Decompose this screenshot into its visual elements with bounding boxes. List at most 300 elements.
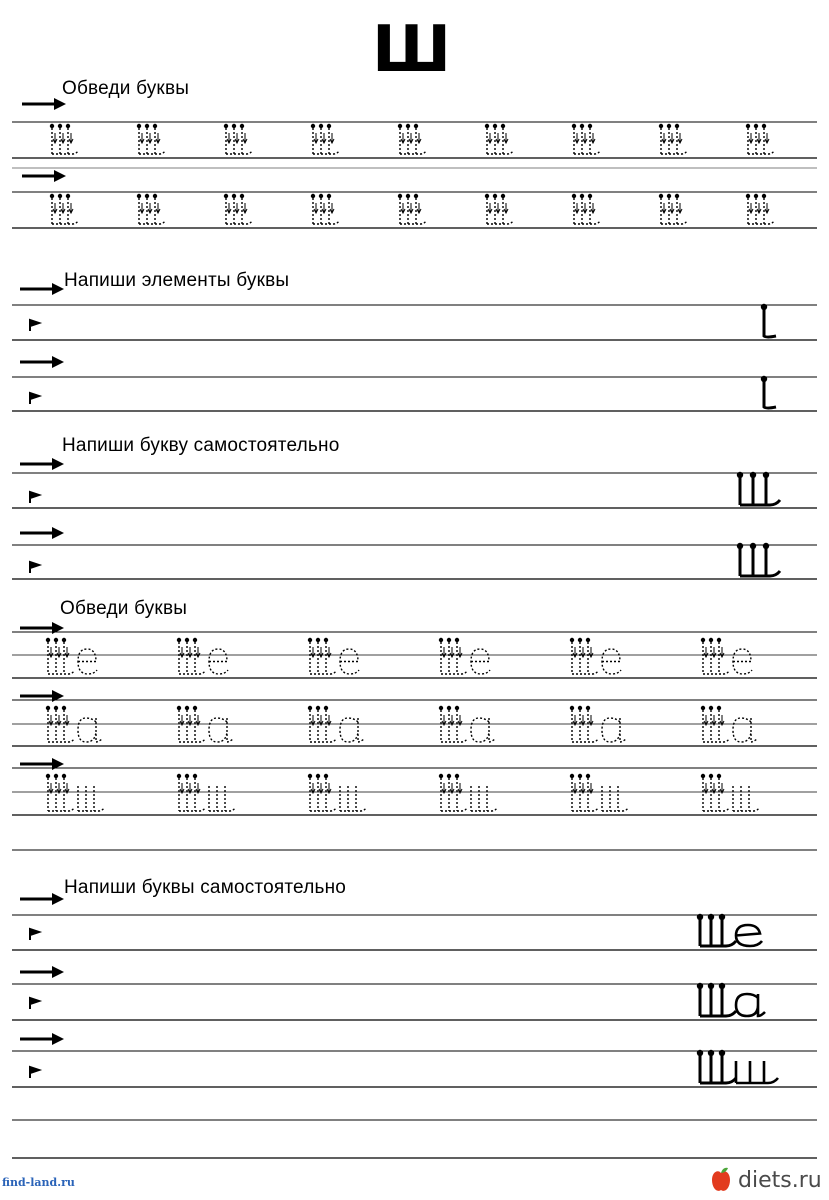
start-dot-icon: [46, 638, 50, 642]
direction-arrow-icon: [712, 715, 716, 725]
arrow-head-icon: [52, 356, 64, 368]
start-dot-icon: [708, 1050, 714, 1056]
start-dot-icon: [308, 706, 312, 710]
direction-arrow-icon: [314, 203, 318, 213]
start-dot-icon: [316, 774, 320, 778]
start-dot-icon: [439, 706, 443, 710]
arrow-head-icon: [52, 1033, 64, 1045]
watermark-right: [708, 1166, 822, 1194]
start-dot-icon: [240, 124, 244, 128]
start-dot-icon: [708, 914, 714, 920]
dotted-letter-vowel: [733, 649, 752, 674]
direction-arrow-icon: [581, 647, 585, 657]
start-flag-icon: [30, 998, 39, 1009]
sample-element-stroke: [764, 309, 776, 337]
apple-logo-icon: [708, 1166, 734, 1194]
start-dot-icon: [763, 543, 769, 549]
start-dot-icon: [586, 774, 590, 778]
start-dot-icon: [667, 124, 671, 128]
start-dot-icon: [54, 706, 58, 710]
direction-arrow-icon: [69, 133, 73, 143]
sample-letter-sh: [700, 1055, 736, 1083]
dotted-letter-vowel: [78, 718, 102, 742]
dotted-letter-vowel: [471, 786, 497, 811]
start-dot-icon: [50, 194, 54, 198]
start-dot-icon: [327, 124, 331, 128]
direction-arrow-icon: [401, 203, 405, 213]
start-dot-icon: [493, 194, 497, 198]
direction-arrow-icon: [156, 203, 160, 213]
start-dot-icon: [66, 124, 70, 128]
start-dot-icon: [439, 638, 443, 642]
start-flag-icon: [30, 1067, 39, 1078]
start-dot-icon: [761, 304, 767, 310]
dotted-letter-sh: [179, 778, 205, 811]
direction-arrow-icon: [188, 647, 192, 657]
start-dot-icon: [762, 194, 766, 198]
direction-arrow-icon: [575, 133, 579, 143]
direction-arrow-icon: [314, 133, 318, 143]
start-dot-icon: [659, 194, 663, 198]
dotted-letter-sh: [48, 710, 74, 742]
start-dot-icon: [406, 124, 410, 128]
start-dot-icon: [58, 124, 62, 128]
dotted-letter-sh: [441, 642, 467, 674]
dotted-letter-sh: [310, 642, 336, 674]
direction-arrow-icon: [765, 203, 769, 213]
direction-arrow-icon: [504, 133, 508, 143]
dotted-letter-vowel: [209, 649, 228, 674]
direction-arrow-icon: [458, 783, 462, 793]
start-dot-icon: [308, 638, 312, 642]
arrow-head-icon: [52, 458, 64, 470]
direction-arrow-icon: [330, 133, 334, 143]
start-dot-icon: [750, 543, 756, 549]
direction-arrow-icon: [49, 647, 53, 657]
start-dot-icon: [570, 706, 574, 710]
start-dot-icon: [719, 1050, 725, 1056]
start-dot-icon: [311, 194, 315, 198]
dotted-letter-sh: [179, 710, 205, 742]
start-dot-icon: [580, 124, 584, 128]
direction-arrow-icon: [188, 783, 192, 793]
start-dot-icon: [763, 472, 769, 478]
dotted-letter-vowel: [602, 718, 626, 742]
arrow-head-icon: [54, 170, 66, 182]
start-dot-icon: [185, 706, 189, 710]
direction-arrow-icon: [57, 715, 61, 725]
direction-arrow-icon: [720, 783, 724, 793]
start-dot-icon: [586, 706, 590, 710]
start-dot-icon: [709, 638, 713, 642]
start-dot-icon: [485, 194, 489, 198]
start-dot-icon: [319, 194, 323, 198]
direction-arrow-icon: [678, 203, 682, 213]
dotted-letter-sh: [48, 642, 74, 674]
start-dot-icon: [586, 638, 590, 642]
direction-arrow-icon: [589, 715, 593, 725]
direction-arrow-icon: [227, 133, 231, 143]
direction-arrow-icon: [417, 203, 421, 213]
direction-arrow-icon: [319, 647, 323, 657]
direction-arrow-icon: [765, 133, 769, 143]
dotted-letter-vowel: [602, 649, 621, 674]
start-dot-icon: [54, 638, 58, 642]
direction-arrow-icon: [196, 783, 200, 793]
direction-arrow-icon: [450, 647, 454, 657]
dotted-letter-vowel: [733, 786, 759, 811]
start-dot-icon: [319, 124, 323, 128]
start-dot-icon: [240, 194, 244, 198]
start-dot-icon: [717, 706, 721, 710]
direction-arrow-icon: [450, 783, 454, 793]
direction-arrow-icon: [581, 783, 585, 793]
start-dot-icon: [398, 124, 402, 128]
direction-arrow-icon: [401, 133, 405, 143]
start-dot-icon: [737, 543, 743, 549]
start-dot-icon: [145, 124, 149, 128]
direction-arrow-icon: [583, 133, 587, 143]
direction-arrow-icon: [180, 783, 184, 793]
start-flag-icon: [30, 562, 39, 573]
direction-arrow-icon: [311, 647, 315, 657]
start-dot-icon: [580, 194, 584, 198]
direction-arrow-icon: [322, 133, 326, 143]
dotted-letter-vowel: [340, 718, 364, 742]
direction-arrow-icon: [712, 783, 716, 793]
direction-arrow-icon: [662, 203, 666, 213]
start-dot-icon: [447, 706, 451, 710]
direction-arrow-icon: [458, 715, 462, 725]
start-dot-icon: [62, 774, 66, 778]
dotted-letter-sh: [310, 778, 336, 811]
direction-arrow-icon: [670, 203, 674, 213]
direction-arrow-icon: [757, 203, 761, 213]
start-dot-icon: [709, 774, 713, 778]
start-dot-icon: [224, 124, 228, 128]
start-dot-icon: [316, 706, 320, 710]
section-label-write-letter: Напиши букву самостоятельно: [62, 435, 340, 456]
direction-arrow-icon: [69, 203, 73, 213]
direction-arrow-icon: [591, 203, 595, 213]
section-label-write-syllables: Напиши буквы самостоятельно: [64, 877, 347, 898]
direction-arrow-icon: [180, 647, 184, 657]
start-dot-icon: [324, 774, 328, 778]
direction-arrow-icon: [49, 715, 53, 725]
direction-arrow-icon: [148, 203, 152, 213]
dotted-letter-vowel: [340, 786, 366, 811]
direction-arrow-icon: [704, 647, 708, 657]
direction-arrow-icon: [442, 647, 446, 657]
start-dot-icon: [588, 124, 592, 128]
start-dot-icon: [58, 194, 62, 198]
direction-arrow-icon: [442, 715, 446, 725]
direction-arrow-icon: [442, 783, 446, 793]
direction-arrow-icon: [156, 133, 160, 143]
start-dot-icon: [762, 124, 766, 128]
direction-arrow-icon: [450, 715, 454, 725]
dotted-letter-vowel: [209, 786, 235, 811]
watermark-right-text: diets.ru: [738, 1167, 822, 1193]
watermark-left: find-land.ru: [2, 1176, 75, 1189]
direction-arrow-icon: [573, 783, 577, 793]
start-dot-icon: [754, 194, 758, 198]
start-dot-icon: [153, 124, 157, 128]
start-dot-icon: [62, 638, 66, 642]
start-dot-icon: [455, 706, 459, 710]
direction-arrow-icon: [496, 203, 500, 213]
start-dot-icon: [697, 983, 703, 989]
dotted-letter-vowel: [78, 786, 104, 811]
direction-arrow-icon: [662, 133, 666, 143]
dotted-letter-sh: [441, 778, 467, 811]
direction-arrow-icon: [712, 647, 716, 657]
start-dot-icon: [737, 472, 743, 478]
direction-arrow-icon: [409, 203, 413, 213]
start-flag-icon: [30, 393, 39, 404]
start-dot-icon: [667, 194, 671, 198]
direction-arrow-icon: [417, 133, 421, 143]
direction-arrow-icon: [720, 647, 724, 657]
direction-arrow-icon: [57, 647, 61, 657]
start-dot-icon: [316, 638, 320, 642]
direction-arrow-icon: [311, 783, 315, 793]
start-dot-icon: [570, 774, 574, 778]
dotted-letter-sh: [703, 710, 729, 742]
direction-arrow-icon: [65, 715, 69, 725]
direction-arrow-icon: [589, 647, 593, 657]
start-dot-icon: [578, 774, 582, 778]
direction-arrow-icon: [573, 647, 577, 657]
direction-arrow-icon: [243, 203, 247, 213]
start-flag-icon: [30, 492, 39, 503]
sample-letter-sh: [740, 477, 780, 505]
start-dot-icon: [414, 194, 418, 198]
dotted-letter-sh: [48, 778, 74, 811]
direction-arrow-icon: [61, 203, 65, 213]
dotted-letter-sh: [179, 642, 205, 674]
start-dot-icon: [185, 638, 189, 642]
direction-arrow-icon: [140, 133, 144, 143]
start-dot-icon: [501, 124, 505, 128]
direction-arrow-icon: [678, 133, 682, 143]
start-dot-icon: [578, 638, 582, 642]
direction-arrow-icon: [591, 133, 595, 143]
direction-arrow-icon: [65, 647, 69, 657]
dotted-letter-vowel: [209, 718, 233, 742]
direction-arrow-icon: [488, 203, 492, 213]
direction-arrow-icon: [496, 133, 500, 143]
start-dot-icon: [66, 194, 70, 198]
direction-arrow-icon: [670, 133, 674, 143]
dotted-letter-vowel: [602, 786, 628, 811]
start-dot-icon: [485, 124, 489, 128]
direction-arrow-icon: [243, 133, 247, 143]
sample-element-stroke: [764, 381, 776, 408]
direction-arrow-icon: [61, 133, 65, 143]
start-dot-icon: [185, 774, 189, 778]
direction-arrow-icon: [196, 715, 200, 725]
start-dot-icon: [501, 194, 505, 198]
start-flag-icon: [30, 929, 39, 940]
start-dot-icon: [232, 124, 236, 128]
start-dot-icon: [308, 774, 312, 778]
start-dot-icon: [46, 706, 50, 710]
direction-arrow-icon: [180, 715, 184, 725]
direction-arrow-icon: [196, 647, 200, 657]
start-dot-icon: [193, 638, 197, 642]
sample-letter-sh: [700, 919, 736, 946]
start-dot-icon: [761, 376, 767, 382]
start-dot-icon: [493, 124, 497, 128]
start-dot-icon: [232, 194, 236, 198]
direction-arrow-icon: [749, 203, 753, 213]
direction-arrow-icon: [319, 715, 323, 725]
start-dot-icon: [701, 774, 705, 778]
dotted-letter-sh: [572, 710, 598, 742]
start-dot-icon: [153, 194, 157, 198]
direction-arrow-icon: [330, 203, 334, 213]
direction-arrow-icon: [235, 133, 239, 143]
start-dot-icon: [311, 124, 315, 128]
start-dot-icon: [588, 194, 592, 198]
dotted-letter-vowel: [471, 649, 490, 674]
direction-arrow-icon: [720, 715, 724, 725]
direction-arrow-icon: [311, 715, 315, 725]
dotted-letter-sh: [572, 642, 598, 674]
direction-arrow-icon: [148, 133, 152, 143]
direction-arrow-icon: [749, 133, 753, 143]
dotted-letter-sh: [703, 778, 729, 811]
arrow-head-icon: [52, 966, 64, 978]
dotted-letter-vowel: [733, 718, 757, 742]
start-dot-icon: [719, 983, 725, 989]
sample-letter-vowel: [736, 1061, 778, 1083]
direction-arrow-icon: [409, 133, 413, 143]
direction-arrow-icon: [140, 203, 144, 213]
direction-arrow-icon: [57, 783, 61, 793]
page-title: Ш: [372, 13, 452, 87]
start-dot-icon: [750, 472, 756, 478]
start-dot-icon: [697, 1050, 703, 1056]
start-dot-icon: [746, 124, 750, 128]
dotted-letter-vowel: [78, 649, 97, 674]
sample-letter-vowel: [736, 925, 762, 946]
start-dot-icon: [717, 774, 721, 778]
start-dot-icon: [54, 774, 58, 778]
section-label-trace-1: Обведи буквы: [62, 78, 190, 99]
start-dot-icon: [447, 638, 451, 642]
direction-arrow-icon: [65, 783, 69, 793]
start-dot-icon: [145, 194, 149, 198]
start-dot-icon: [659, 124, 663, 128]
start-dot-icon: [177, 706, 181, 710]
start-dot-icon: [709, 706, 713, 710]
direction-arrow-icon: [322, 203, 326, 213]
direction-arrow-icon: [704, 783, 708, 793]
direction-arrow-icon: [235, 203, 239, 213]
start-dot-icon: [46, 774, 50, 778]
direction-arrow-icon: [575, 203, 579, 213]
start-dot-icon: [224, 194, 228, 198]
start-dot-icon: [719, 914, 725, 920]
start-dot-icon: [327, 194, 331, 198]
start-dot-icon: [717, 638, 721, 642]
direction-arrow-icon: [589, 783, 593, 793]
section-label-elements: Напиши элементы буквы: [64, 270, 290, 291]
direction-arrow-icon: [488, 133, 492, 143]
direction-arrow-icon: [227, 203, 231, 213]
start-dot-icon: [398, 194, 402, 198]
start-dot-icon: [406, 194, 410, 198]
start-dot-icon: [754, 124, 758, 128]
arrow-head-icon: [52, 527, 64, 539]
section-label-trace-2: Обведи буквы: [60, 598, 188, 619]
dotted-letter-vowel: [340, 649, 359, 674]
direction-arrow-icon: [49, 783, 53, 793]
direction-arrow-icon: [458, 647, 462, 657]
arrow-head-icon: [52, 283, 64, 295]
direction-arrow-icon: [583, 203, 587, 213]
direction-arrow-icon: [581, 715, 585, 725]
start-dot-icon: [137, 194, 141, 198]
dotted-letter-vowel: [471, 718, 495, 742]
direction-arrow-icon: [573, 715, 577, 725]
start-dot-icon: [324, 706, 328, 710]
start-dot-icon: [324, 638, 328, 642]
start-dot-icon: [455, 774, 459, 778]
start-dot-icon: [701, 706, 705, 710]
direction-arrow-icon: [53, 133, 57, 143]
start-flag-icon: [30, 320, 39, 331]
start-dot-icon: [675, 124, 679, 128]
start-dot-icon: [177, 638, 181, 642]
direction-arrow-icon: [504, 203, 508, 213]
direction-arrow-icon: [327, 715, 331, 725]
start-dot-icon: [701, 638, 705, 642]
direction-arrow-icon: [188, 715, 192, 725]
sample-letter-sh: [740, 548, 780, 576]
start-dot-icon: [697, 914, 703, 920]
dotted-letter-sh: [441, 710, 467, 742]
start-dot-icon: [572, 124, 576, 128]
sample-letter-sh: [700, 988, 736, 1016]
start-dot-icon: [708, 983, 714, 989]
direction-arrow-icon: [704, 715, 708, 725]
arrow-head-icon: [52, 893, 64, 905]
direction-arrow-icon: [319, 783, 323, 793]
start-dot-icon: [572, 194, 576, 198]
start-dot-icon: [177, 774, 181, 778]
dotted-letter-sh: [703, 642, 729, 674]
dotted-letter-sh: [310, 710, 336, 742]
start-dot-icon: [62, 706, 66, 710]
direction-arrow-icon: [757, 133, 761, 143]
start-dot-icon: [746, 194, 750, 198]
start-dot-icon: [578, 706, 582, 710]
start-dot-icon: [193, 774, 197, 778]
start-dot-icon: [193, 706, 197, 710]
start-dot-icon: [455, 638, 459, 642]
start-dot-icon: [570, 638, 574, 642]
start-dot-icon: [439, 774, 443, 778]
direction-arrow-icon: [327, 783, 331, 793]
direction-arrow-icon: [327, 647, 331, 657]
start-dot-icon: [137, 124, 141, 128]
start-dot-icon: [414, 124, 418, 128]
start-dot-icon: [675, 194, 679, 198]
start-dot-icon: [447, 774, 451, 778]
